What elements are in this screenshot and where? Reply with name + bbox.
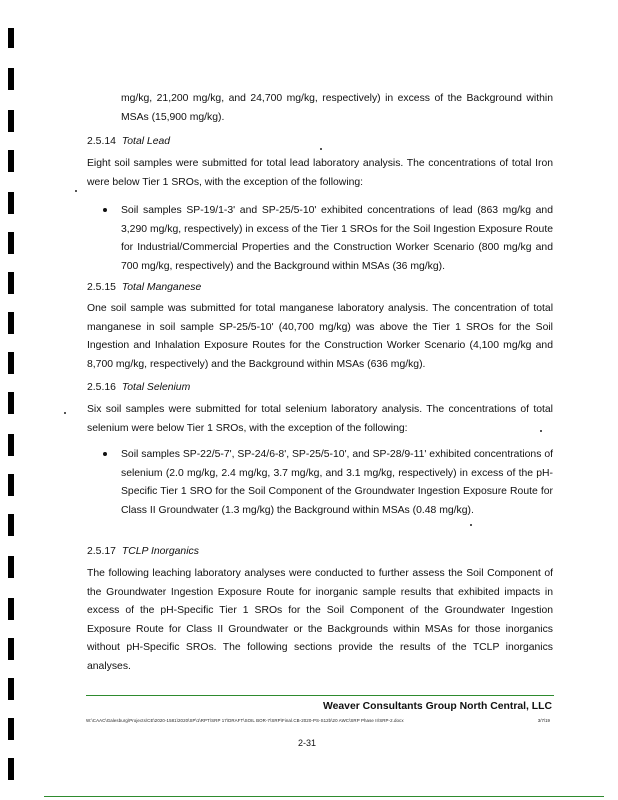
binder-mark <box>8 192 14 214</box>
bullet-icon <box>103 208 107 212</box>
heading-number: 2.5.15 <box>87 282 116 293</box>
binder-mark <box>8 312 14 334</box>
selenium-bullet-text: Soil samples SP-22/5-7', SP-24/6-8', SP-25/5-10', and SP-28/9-11' exhibited concentrations of selenium (2.0 mg/kg, 2.4 mg/kg, 3.7 mg/kg, and 3.1 mg/kg, respectively) in excess of the pH-Specific Tier 1 SRO for the Soil Component of the Groundwater Ingestion Exposure Route for Class II Groundwater (1.3 mg/kg) the Background within MSAs (0.48 mg/kg). <box>121 449 553 516</box>
scan-speck <box>320 148 322 150</box>
binder-mark <box>8 232 14 254</box>
footer-company: Weaver Consultants Group North Central, LLC <box>323 701 552 712</box>
scan-speck <box>75 190 77 192</box>
heading-title: Total Manganese <box>121 282 202 293</box>
binder-mark <box>8 556 14 578</box>
heading-total-lead <box>87 134 170 150</box>
binder-mark <box>8 758 14 780</box>
heading-total-manganese <box>87 280 201 296</box>
binder-mark <box>8 434 14 456</box>
binder-mark <box>8 68 14 90</box>
heading-tclp-inorganics <box>87 544 199 560</box>
heading-title: TCLP Inorganics <box>121 546 199 557</box>
binder-mark <box>8 514 14 536</box>
bottom-rule <box>44 796 604 797</box>
manganese-paragraph: One soil sample was submitted for total manganese laboratory analysis. The concentration of total manganese in soil sample SP-25/5-10' (40,700 mg/kg) was above the Tier 1 SROs for the Soil Ingestion and Inhalation Exposure Routes for the Construction Worker Scenario (4,100 mg/kg and 8,700 mg/kg, respectively) and the Background within MSAs (636 mg/kg). <box>87 303 553 370</box>
carryover-paragraph: mg/kg, 21,200 mg/kg, and 24,700 mg/kg, respectively) in excess of the Background within MSAs (15,900 mg/kg). <box>121 93 553 123</box>
heading-total-selenium <box>87 380 190 396</box>
footer-date: 3/7/19 <box>537 718 550 723</box>
heading-number: 2.5.17 <box>87 546 116 557</box>
binder-mark <box>8 598 14 620</box>
binder-mark <box>8 392 14 414</box>
scan-speck <box>470 524 472 526</box>
binder-mark <box>8 150 14 172</box>
binder-mark <box>8 110 14 132</box>
footer-file-path: W:\CAAC\Galesburg\Projects\CE\2020-1581\2020\SP\1\RPT\SRP 17\DRAFT\SOIL BOR-7\SRP\Final.CB-2020-PS-S12b\20 AWC\SRP Phase II\SRP-2.docx <box>86 718 404 723</box>
binder-mark <box>8 678 14 700</box>
selenium-intro-paragraph: Six soil samples were submitted for total selenium laboratory analysis. The concentrations of total selenium were below Tier 1 SROs, with the exception of the following: <box>87 404 553 434</box>
heading-title: Total Selenium <box>121 382 191 393</box>
binder-mark <box>8 474 14 496</box>
tclp-paragraph: The following leaching laboratory analyses were conducted to further assess the Soil Component of the Groundwater Ingestion Exposure Route for inorganic sample results that exhibited impacts in excess of the pH-Specific Tier 1 SROs for the Soil Component of the Groundwater Ingestion Exposure Route for Class II Groundwater or the Backgrounds within MSAs for those inorganics without pH-Specific SROs. The following sections provide the results of the TCLP inorganics analyses. <box>87 568 553 672</box>
binder-mark <box>8 28 14 48</box>
binder-mark <box>8 638 14 660</box>
bullet-icon <box>103 452 107 456</box>
binder-mark <box>8 352 14 374</box>
lead-intro-paragraph: Eight soil samples were submitted for total lead laboratory analysis. The concentrations of total Iron were below Tier 1 SROs, with the exception of the following: <box>87 158 553 188</box>
binder-mark <box>8 718 14 740</box>
binder-mark <box>8 272 14 294</box>
heading-title: Total Lead <box>121 136 171 147</box>
heading-number: 2.5.16 <box>87 382 116 393</box>
page-number: 2-31 <box>298 738 317 748</box>
footer-rule <box>86 695 554 696</box>
lead-bullet-text: Soil samples SP-19/1-3' and SP-25/5-10' exhibited concentrations of lead (863 mg/kg and 3,290 mg/kg, respectively) in excess of the Tier 1 SROs for the Soil Ingestion Exposure Route for Industrial/Commercial Properties and the Construction Worker Scenario (800 mg/kg and 700 mg/kg, respectively) and the Background within MSAs (36 mg/kg). <box>121 205 553 272</box>
scan-speck <box>64 412 66 414</box>
heading-number: 2.5.14 <box>87 136 116 147</box>
